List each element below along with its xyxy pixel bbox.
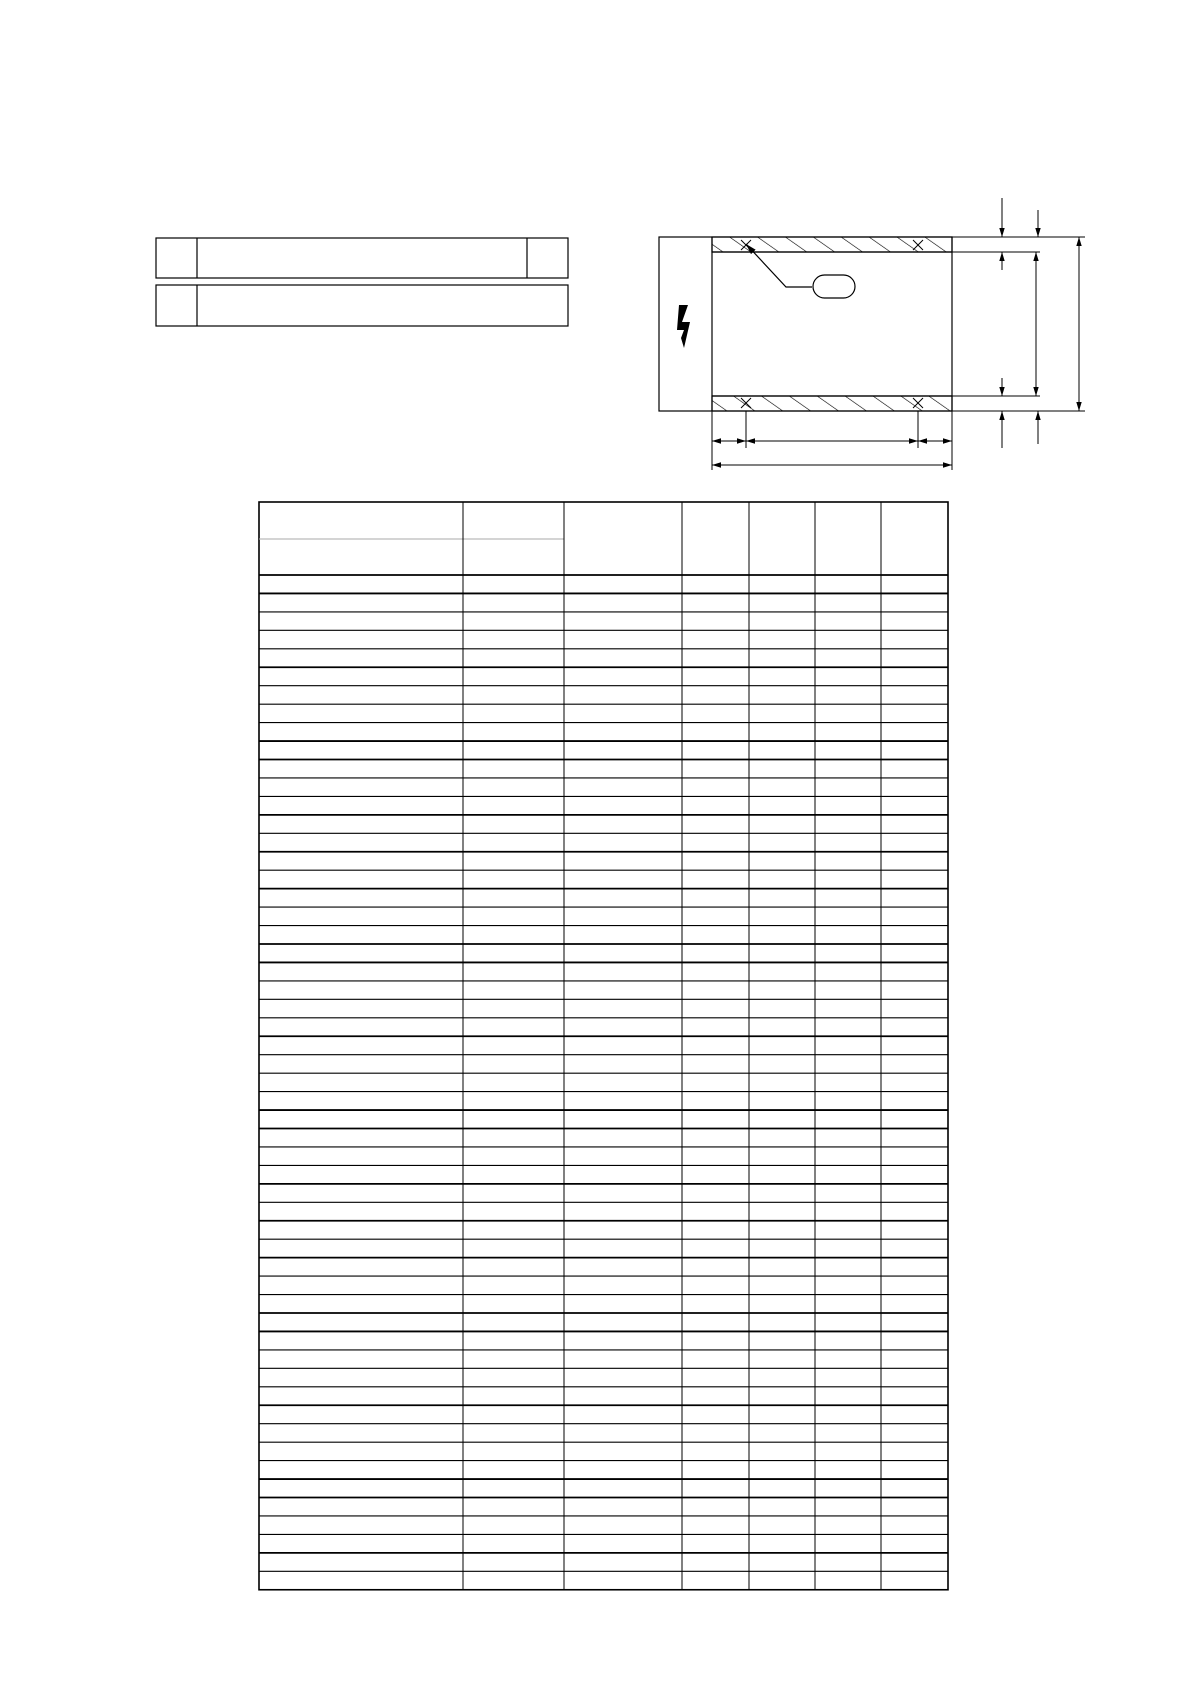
data-table — [259, 502, 948, 1590]
title-block-row-2 — [156, 285, 568, 326]
reference-marks — [741, 240, 923, 408]
component-outline — [659, 237, 952, 411]
high-voltage-icon — [677, 305, 690, 348]
hatched-band-top — [712, 237, 952, 252]
table-frame — [259, 502, 948, 1590]
title-block-row-1 — [156, 238, 568, 278]
title-block — [156, 238, 568, 326]
component-drawing — [659, 198, 1085, 470]
hatched-band-bottom — [712, 396, 952, 411]
vertical-dimensions — [952, 198, 1085, 448]
horizontal-dimensions — [712, 411, 952, 470]
callout-balloon — [813, 275, 855, 298]
